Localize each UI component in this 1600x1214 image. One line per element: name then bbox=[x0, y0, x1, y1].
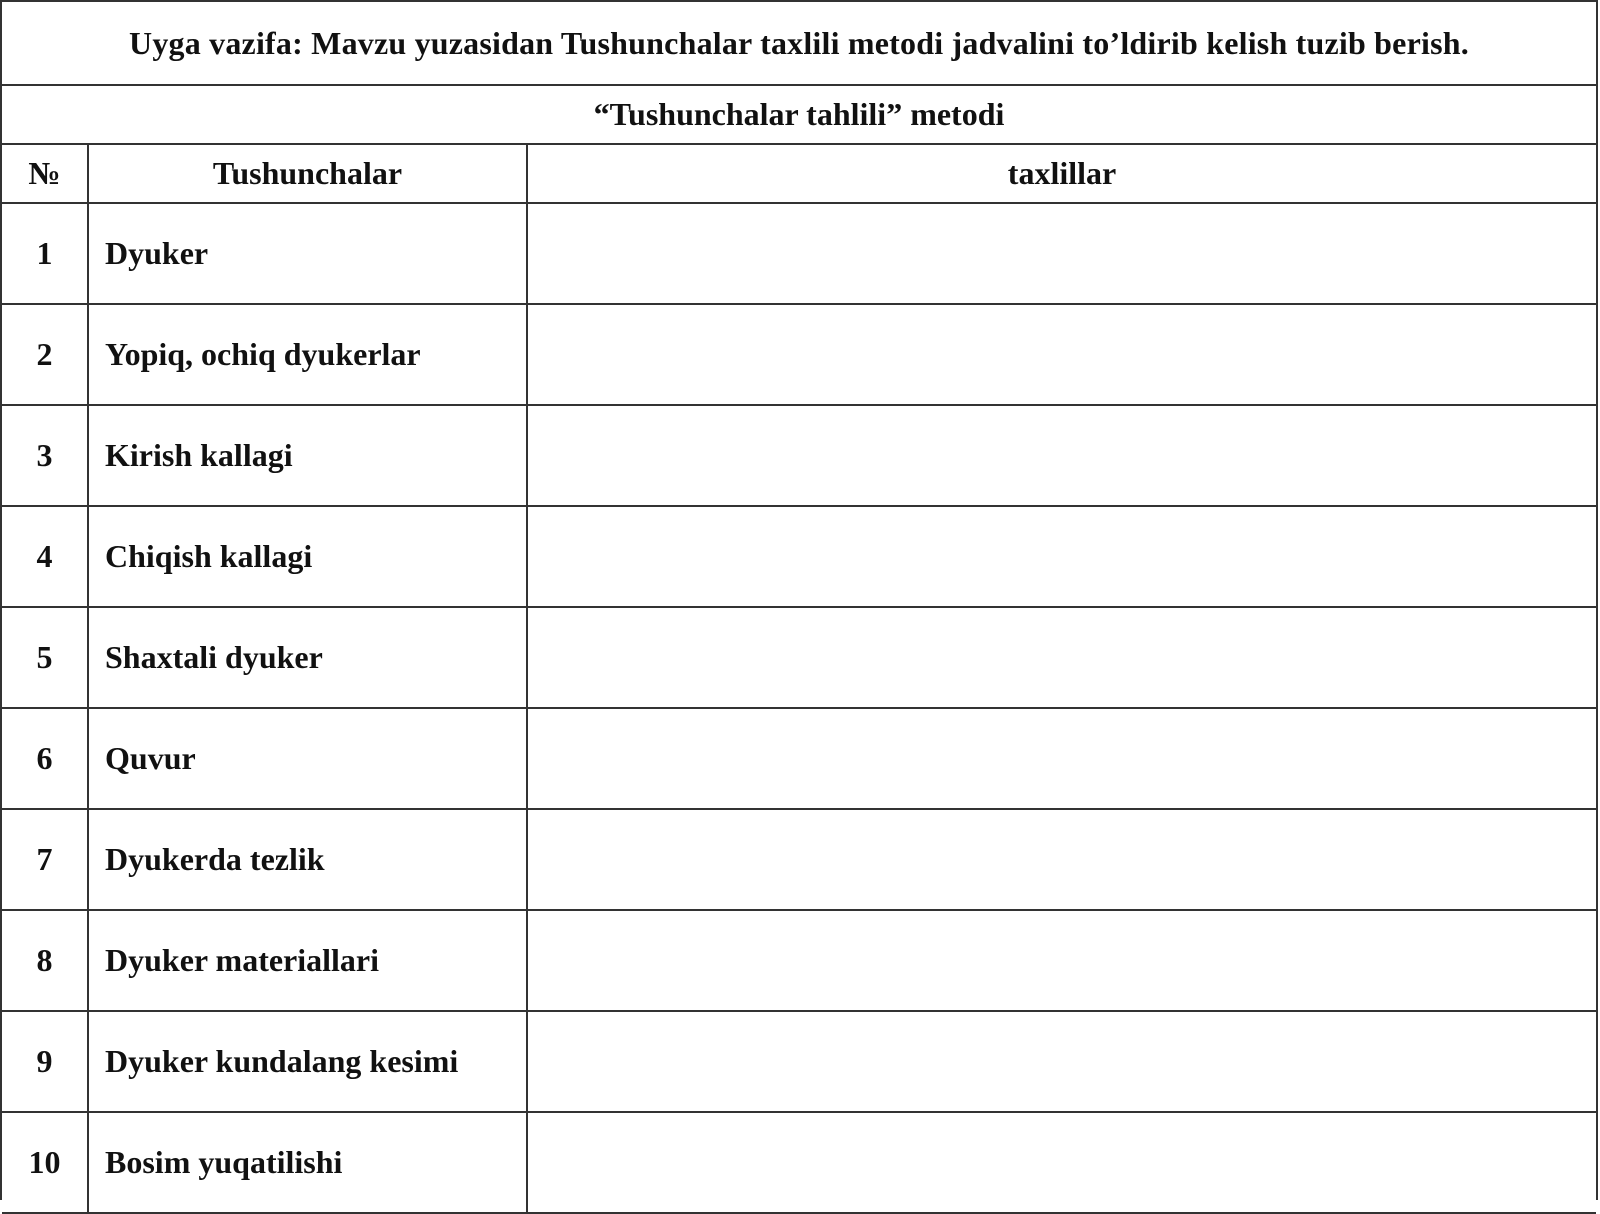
row-concept: Bosim yuqatilishi bbox=[88, 1112, 527, 1213]
row-analysis-cell[interactable] bbox=[527, 607, 1596, 708]
row-analysis-cell[interactable] bbox=[527, 809, 1596, 910]
table-row bbox=[2, 910, 1596, 1011]
table-body bbox=[2, 203, 1596, 1213]
row-number: 5 bbox=[2, 607, 88, 708]
table-row bbox=[2, 607, 1596, 708]
table-row bbox=[2, 1011, 1596, 1112]
table-row bbox=[2, 708, 1596, 809]
row-concept: Shaxtali dyuker bbox=[88, 607, 527, 708]
header-analyses: taxlillar bbox=[527, 145, 1596, 203]
row-analysis-cell[interactable] bbox=[527, 910, 1596, 1011]
row-concept: Dyuker materiallari bbox=[88, 910, 527, 1011]
row-analysis-cell[interactable] bbox=[527, 1112, 1596, 1213]
row-analysis-cell[interactable] bbox=[527, 203, 1596, 304]
table-row bbox=[2, 304, 1596, 405]
header-number: № bbox=[2, 145, 88, 203]
row-concept: Kirish kallagi bbox=[88, 405, 527, 506]
row-concept: Dyuker bbox=[88, 203, 527, 304]
row-number: 1 bbox=[2, 203, 88, 304]
document-title: Uyga vazifa: Mavzu yuzasidan Tushunchalar taxlili metodi jadvalini to’ldirib kelish tuzib berish. bbox=[129, 24, 1469, 61]
row-number: 4 bbox=[2, 506, 88, 607]
row-concept: Quvur bbox=[88, 708, 527, 809]
row-number: 10 bbox=[2, 1112, 88, 1213]
row-number: 7 bbox=[2, 809, 88, 910]
row-concept: Yopiq, ochiq dyukerlar bbox=[88, 304, 527, 405]
row-concept: Dyuker kundalang kesimi bbox=[88, 1011, 527, 1112]
table-row bbox=[2, 405, 1596, 506]
row-number: 3 bbox=[2, 405, 88, 506]
table-row bbox=[2, 1112, 1596, 1213]
row-number: 2 bbox=[2, 304, 88, 405]
subtitle-row bbox=[2, 86, 1596, 145]
row-concept: Chiqish kallagi bbox=[88, 506, 527, 607]
header-concepts: Tushunchalar bbox=[88, 145, 527, 203]
row-number: 9 bbox=[2, 1011, 88, 1112]
title-row bbox=[2, 2, 1596, 86]
table-header-row bbox=[2, 145, 1596, 203]
row-concept: Dyukerda tezlik bbox=[88, 809, 527, 910]
row-number: 8 bbox=[2, 910, 88, 1011]
row-analysis-cell[interactable] bbox=[527, 1011, 1596, 1112]
table-row bbox=[2, 809, 1596, 910]
concepts-table bbox=[2, 145, 1596, 1214]
row-analysis-cell[interactable] bbox=[527, 708, 1596, 809]
row-analysis-cell[interactable] bbox=[527, 304, 1596, 405]
row-analysis-cell[interactable] bbox=[527, 506, 1596, 607]
table-title: “Tushunchalar tahlili” metodi bbox=[593, 96, 1005, 132]
row-number: 6 bbox=[2, 708, 88, 809]
table-row bbox=[2, 506, 1596, 607]
table-row bbox=[2, 203, 1596, 304]
row-analysis-cell[interactable] bbox=[527, 405, 1596, 506]
